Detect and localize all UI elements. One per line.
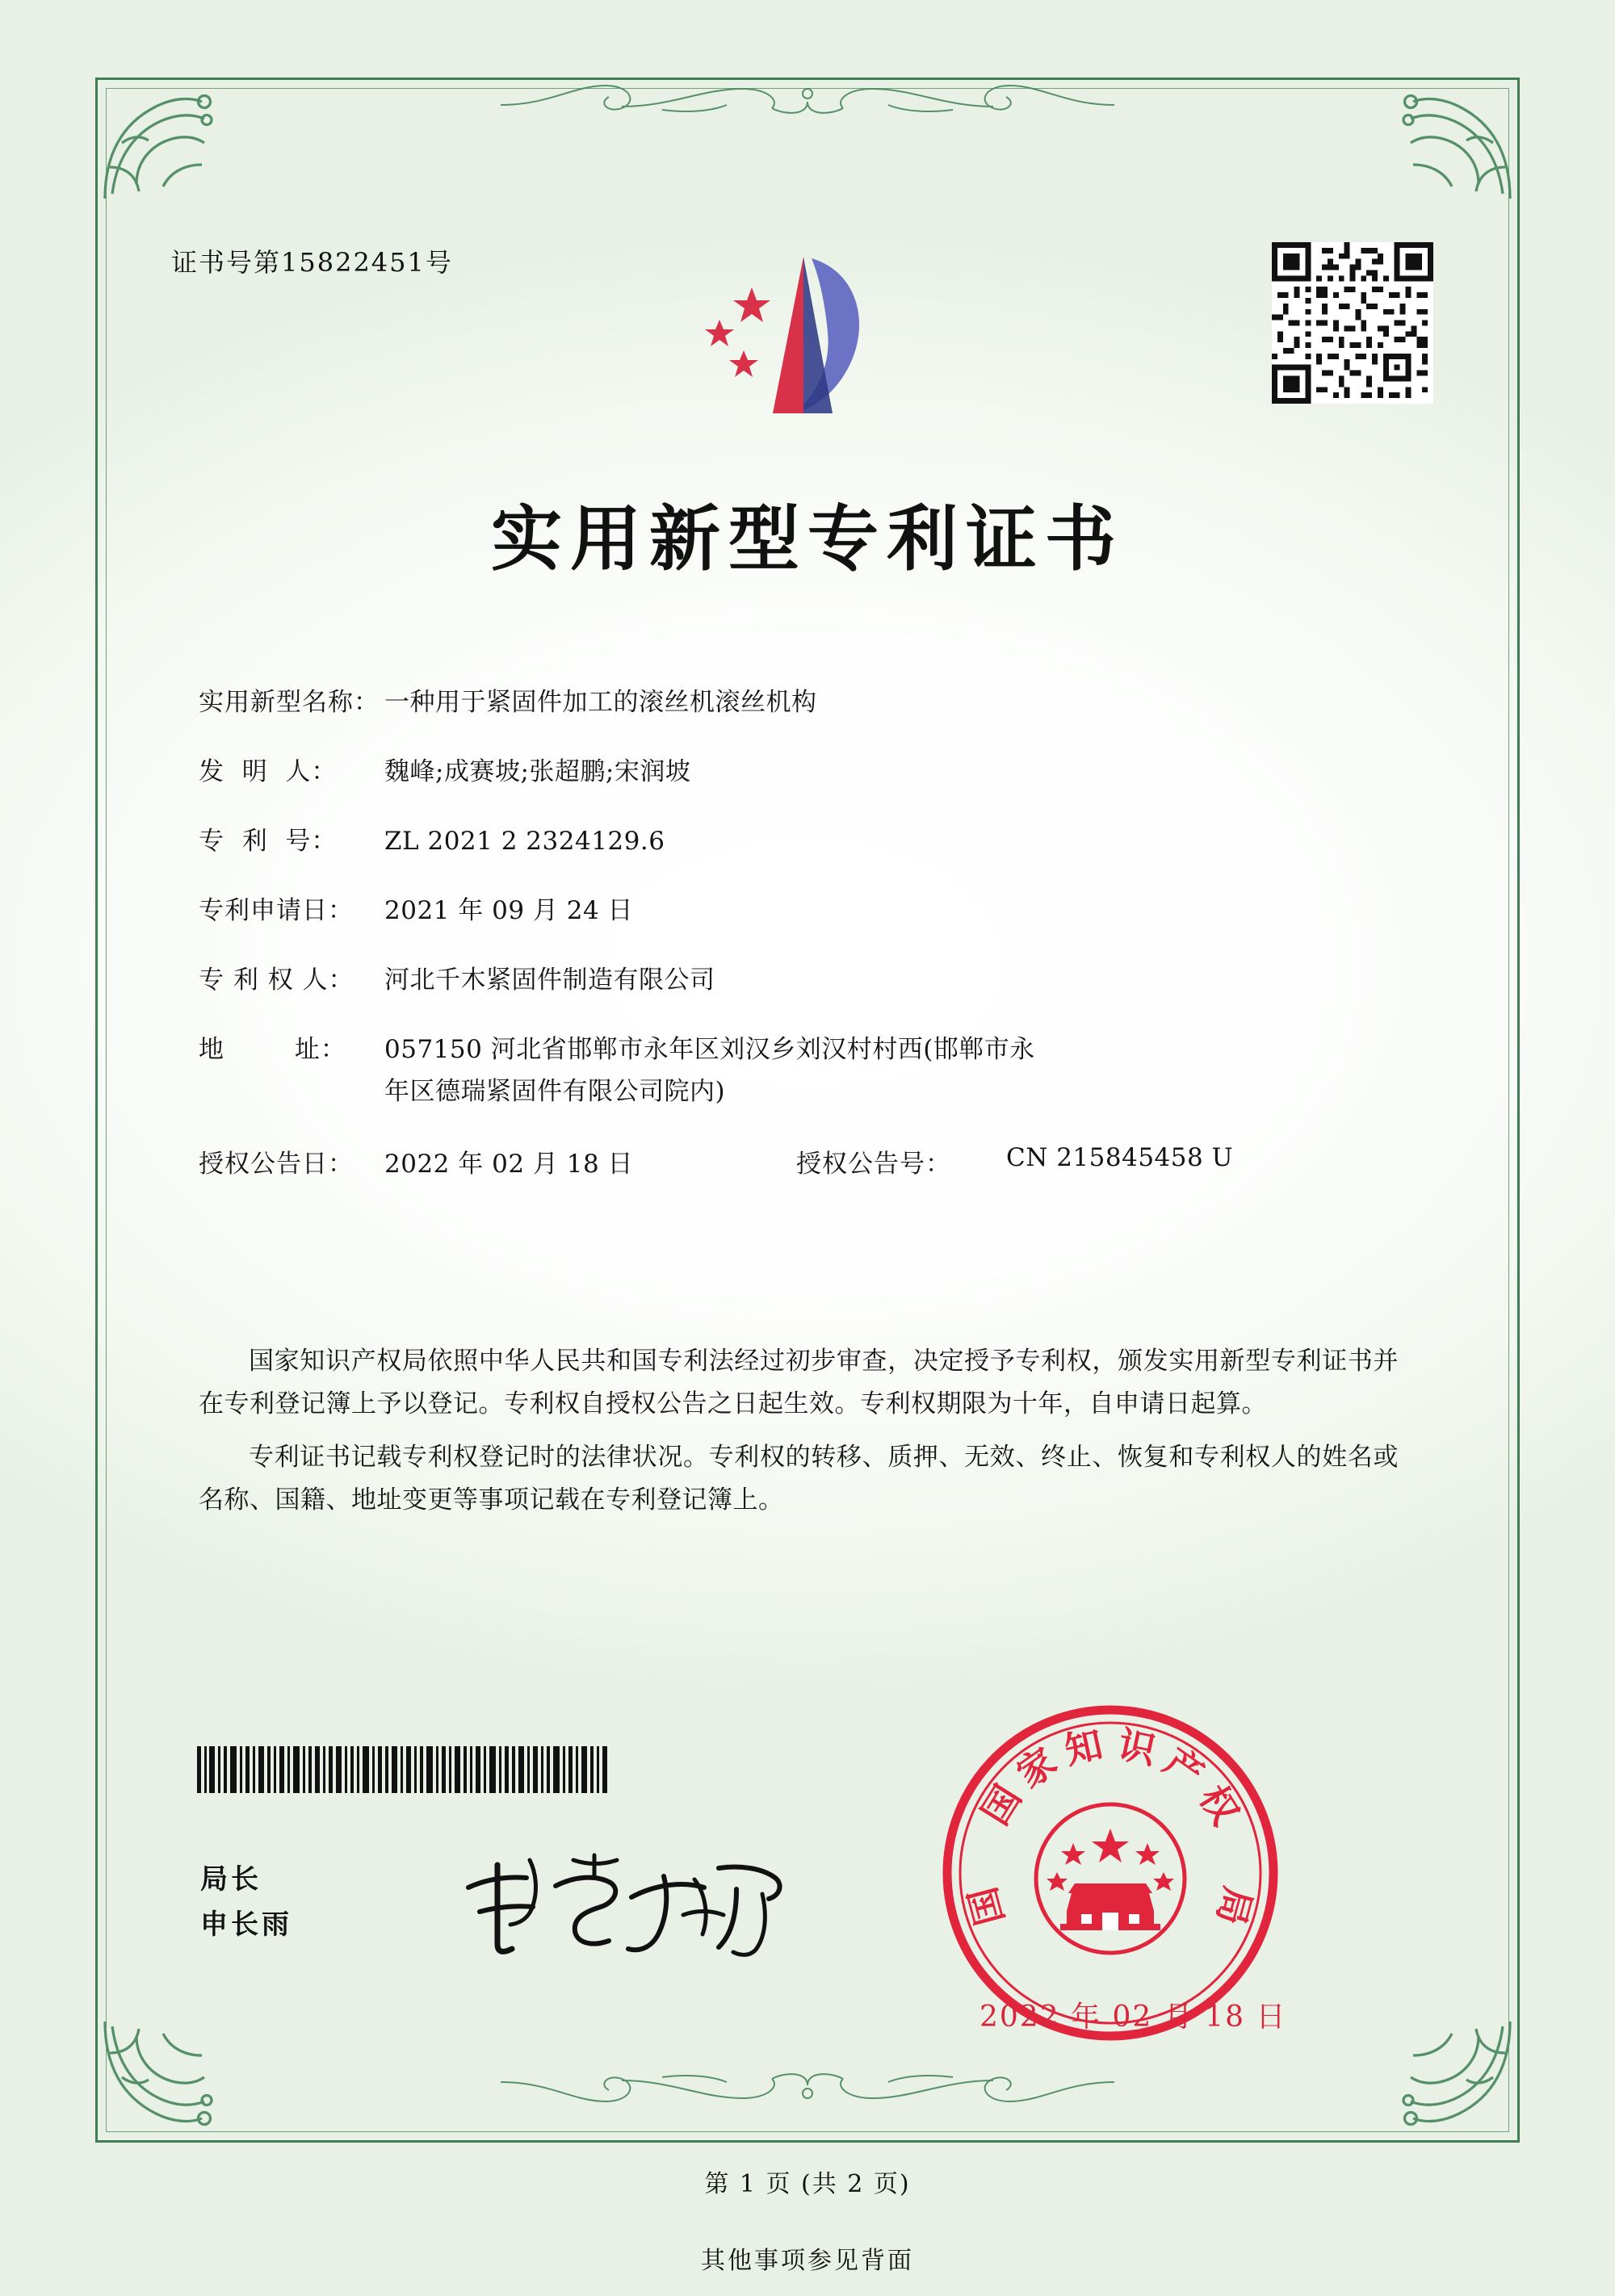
director-label-block	[200, 1857, 292, 1947]
field-value: 2021 年 09 月 24 日	[384, 896, 634, 926]
legal-paragraph-1: 国家知识产权局依照中华人民共和国专利法经过初步审查，决定授予专利权，颁发实用新型专利证书并在专利登记簿上予以登记。专利权自授权公告之日起生效。专利权期限为十年，自申请日起算。	[199, 1347, 1399, 1419]
field-grant-number	[796, 1143, 1233, 1179]
field-address	[199, 1032, 1394, 1109]
barcode	[197, 1746, 609, 1793]
address-line-1: 057150 河北省邯郸市永年区刘汉乡刘汉村村西(邯郸市永	[384, 1035, 1035, 1065]
field-label: 专利申请日：	[199, 896, 354, 926]
address-line-2: 年区德瑞紧固件有限公司院内)	[384, 1077, 726, 1107]
field-label: 授权公告日：	[199, 1150, 354, 1179]
field-label: 专 利 号：	[199, 827, 338, 857]
field-label: 发 明 人：	[199, 757, 338, 787]
corner-ornament-icon	[1394, 2017, 1515, 2138]
field-value	[384, 1032, 1394, 1109]
corner-ornament-icon	[1394, 82, 1515, 203]
legal-paragraph-2: 专利证书记载专利权登记时的法律状况。专利权的转移、质押、无效、终止、恢复和专利权人的姓名或名称、国籍、地址变更等事项记载在专利登记簿上。	[199, 1442, 1399, 1515]
corner-ornament-icon	[100, 2017, 221, 2138]
svg-text:识: 识	[1114, 1722, 1160, 1773]
director-signature-icon	[452, 1841, 791, 1962]
cnipa-logo-icon	[682, 242, 925, 436]
field-label: 专 利 权 人：	[199, 966, 354, 995]
svg-text:国: 国	[960, 1882, 1013, 1930]
back-side-note: 其他事项参见背面	[701, 2247, 914, 2275]
field-value: 魏峰;成赛坡;张超鹏;宋润坡	[384, 757, 691, 787]
corner-ornament-icon	[100, 82, 221, 203]
field-label: 授权公告号：	[796, 1150, 951, 1179]
svg-text:权: 权	[1190, 1777, 1248, 1833]
field-value: ZL 2021 2 2324129.6	[384, 827, 665, 857]
field-value: 一种用于紧固件加工的滚丝机滚丝机构	[384, 688, 817, 717]
svg-text:知: 知	[1060, 1722, 1107, 1773]
field-grant-row	[199, 1143, 1394, 1179]
field-value: 2022 年 02 月 18 日	[384, 1150, 634, 1179]
field-grant-date	[199, 1143, 796, 1179]
svg-text:国: 国	[973, 1777, 1030, 1833]
field-patentee	[199, 962, 1394, 998]
director-name: 申长雨	[200, 1908, 292, 1942]
field-value: CN 215845458 U	[1006, 1143, 1234, 1173]
svg-text:家: 家	[1009, 1739, 1065, 1797]
certificate-fields	[199, 685, 1394, 1212]
page-number: 第 1 页 (共 2 页)	[704, 2170, 911, 2198]
field-patent-number	[199, 823, 1394, 859]
director-title: 局长	[200, 1863, 262, 1896]
field-inventors	[199, 754, 1394, 790]
legal-text	[199, 1340, 1399, 1531]
field-label: 地 址：	[199, 1035, 346, 1065]
field-value: 河北千木紧固件制造有限公司	[384, 966, 715, 995]
field-label: 实用新型名称：	[199, 688, 380, 717]
svg-text:产: 产	[1156, 1739, 1212, 1797]
field-application-date	[199, 893, 1394, 928]
qr-code-icon	[1272, 242, 1433, 404]
field-utility-model-name	[199, 685, 1394, 720]
bottom-flourish-icon	[501, 2063, 1114, 2110]
top-flourish-icon	[501, 78, 1114, 124]
certificate-number: 证书号第15822451号	[171, 247, 453, 278]
page-title: 实用新型专利证书	[490, 496, 1124, 580]
seal-date: 2022 年 02 月 18 日	[979, 2001, 1287, 2034]
svg-text:局: 局	[1208, 1882, 1261, 1930]
